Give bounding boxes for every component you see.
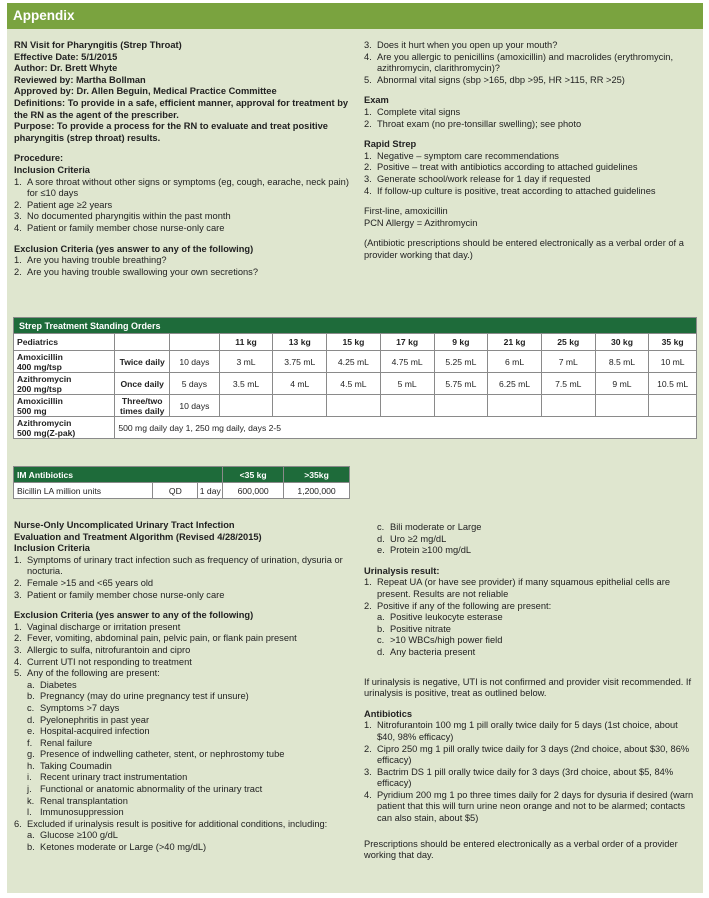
list-item: 3. Allergic to sulfa, nitrofurantoin and cipro [14, 644, 191, 655]
strep-inclusion-heading: Inclusion Criteria [14, 164, 90, 175]
list-item: 1. Symptoms of urinary tract infection such as frequency of urination, dysuria or nocturia. [14, 554, 343, 577]
list-item: b. Ketones moderate or Large (>40 mg/dL) [27, 842, 207, 853]
drug-cell: Azithromycin 500 mg(Z-pak) [14, 417, 115, 439]
strep-exclusion-list-b [364, 40, 698, 86]
uti-inclusion-list [14, 555, 359, 601]
weight-header: 17 kg [380, 334, 434, 351]
list-item: 6. Excluded if urinalysis result is positive for additional conditions, including: a. Glucose ≥100 g/dL b. Ketones moderate or Large (>40 mg/dL) [14, 819, 359, 854]
table-row: Amoxicillin 400 mg/tsp Twice daily 10 days 3 mL 3.75 mL 4.25 mL 4.75 mL 5.25 mL 6 mL 7 mL 8.5 mL 10 mL [14, 351, 697, 373]
antibiotic-note: (Antibiotic prescriptions should be entered electronically as a verbal order of a provider working that day.) [364, 238, 684, 260]
uti-exclusion-list [14, 622, 359, 854]
list-item: 4. Current UTI not responding to treatment [14, 656, 192, 667]
drug-cell: Azithromycin 200 mg/tsp [14, 373, 115, 395]
weight-header: 11 kg [219, 334, 273, 351]
table-row: Amoxicillin 500 mg Three/two times daily 10 days [14, 395, 697, 417]
strep-title: RN Visit for Pharyngitis (Strep Throat) Effective Date: 5/1/2015 Author: Dr. Brett Whyte Reviewed by: Martha Bollman Approved by: Dr. Allen Beguin, Medical Practice Committee Definitions: To provide in a safe, efficient manner, approval for treatment by the RN as the agent of the prescriber. Purpose: To provide a process for the RN to evaluate and treat positive pharyngitis (strep throat) results. [14, 40, 359, 144]
list-item: 2. Positive if any of the following are present: a. Positive leukocyte esterase b. Positive nitrate c. >10 WBCs/high power field d. Any bacteria present [364, 601, 698, 659]
list-item: 2. Are you having trouble swallowing your own secretions? [14, 266, 258, 277]
list-item: g. Presence of indwelling catheter, stent, or nephrostomy tube [27, 749, 285, 760]
list-item: b. Pregnancy (may do urine pregnancy test if unsure) [27, 691, 249, 702]
list-item: 2. Patient age ≥2 years [14, 199, 113, 210]
list-item: 2. Positive – treat with antibiotics according to attached guidelines [364, 162, 638, 173]
im-antibiotics-table: IM Antibiotics <35 kg >35kg Bicillin LA million units QD 1 day 600,000 1,200,000 [13, 466, 350, 499]
list-item: 3. No documented pharyngitis within the past month [14, 211, 231, 222]
list-item: 3. Does it hurt when you open up your mouth? [364, 40, 558, 50]
weight-header: 21 kg [488, 334, 542, 351]
list-item: 1. Negative – symptom care recommendations [364, 150, 559, 161]
list-item: e. Hospital-acquired infection [27, 726, 150, 737]
strep-definitions: Definitions: To provide in a safe, efficient manner, approval for treatment by the RN as the agent of the prescriber. [14, 97, 349, 120]
list-item: 1. Are you having trouble breathing? [14, 255, 167, 266]
weight-header: 35 kg [649, 334, 697, 351]
list-item: a. Positive leukocyte esterase [377, 612, 503, 623]
antibiotics-list [364, 720, 698, 824]
first-line-text: First-line, amoxicillin [364, 206, 448, 217]
uti-urinalysis-exclusion-sublist-b [364, 522, 698, 557]
list-item: f. Renal failure [27, 737, 93, 748]
list-item: h. Taking Coumadin [27, 760, 112, 771]
list-item: 1. Vaginal discharge or irritation present [14, 621, 181, 632]
standing-orders-table [13, 317, 697, 439]
list-item: k. Renal transplantation [27, 795, 128, 806]
strep-exclusion-list-a [14, 255, 359, 278]
list-item: 1. Repeat UA (or have see provider) if many squamous epithelial cells are present. Results are not reliable [364, 577, 670, 599]
table-row: Azithromycin 200 mg/tsp Once daily 5 days 3.5 mL 4 mL 4.5 mL 5 mL 5.75 mL 6.25 mL 7.5 mL 9 mL 10.5 mL [14, 373, 697, 395]
table-row: Bicillin LA million units QD 1 day 600,000 1,200,000 [14, 483, 350, 499]
list-item: 3. Bactrim DS 1 pill orally twice daily for 3 days (3rd choice, about $5, 84% efficacy) [364, 766, 674, 789]
uti-exclusion-heading: Exclusion Criteria (yes answer to any of the following) [14, 610, 254, 621]
antibiotics-heading: Antibiotics [364, 708, 413, 719]
list-item: 1. Nitrofurantoin 100 mg 1 pill orally twice daily for 5 days (1st choice, about $40, 98% efficacy) [364, 720, 678, 742]
rapid-strep-heading: Rapid Strep [364, 139, 417, 150]
strep-exclusion-heading: Exclusion Criteria (yes answer to any of the following) [14, 243, 254, 254]
list-item: d. Pyelonephritis in past year [27, 714, 150, 725]
uti-left-column [14, 520, 359, 854]
strep-purpose: Purpose: To provide a process for the RN to evaluate and treat positive pharyngitis (strep throat) results. [14, 121, 328, 143]
list-item: 3. Generate school/work release for 1 day if requested [364, 173, 591, 184]
list-item: 4. Are you allergic to penicillins (amoxicillin) and macrolides (erythromycin, azithromycin, clarithromycin)? [364, 51, 674, 74]
list-item: 4. If follow-up culture is positive, treat according to attached guidelines [364, 185, 656, 196]
list-item: 2. Cipro 250 mg 1 pill orally twice daily for 3 days (2nd choice, about $30, 86% efficacy) [364, 743, 690, 766]
list-item: 2. Throat exam (no pre-tonsillar swelling); see photo [364, 118, 582, 129]
drug-cell: Amoxicillin 400 mg/tsp [14, 351, 115, 373]
list-item: 3. Patient or family member chose nurse-only care [14, 589, 225, 600]
urinalysis-heading: Urinalysis result: [364, 565, 440, 576]
uti-right-column [364, 522, 698, 862]
list-item: d. Any bacteria present [377, 646, 476, 657]
list-item: j. Functional or anatomic abnormality of the urinary tract [27, 784, 263, 795]
uti-urinalysis-exclusion-sublist-a [27, 830, 359, 853]
procedure-heading: Procedure: [14, 153, 64, 164]
list-item: c. Symptoms >7 days [27, 702, 120, 713]
rapid-strep-list [364, 151, 698, 197]
strep-inclusion-list [14, 177, 359, 235]
weight-header: 9 kg [434, 334, 488, 351]
appendix-header: Appendix [7, 3, 703, 29]
list-item: i. Recent urinary tract instrumentation [27, 772, 188, 783]
uti-inclusion-heading: Inclusion Criteria [14, 543, 90, 554]
list-item: 4. Pyridium 200 mg 1 po three times daily for 2 days for dysuria if desired (warn patient that this will turn urine neon orange and not to be alarmed; contacts can also stain, about $5) [364, 789, 694, 824]
standing-orders-title: Strep Treatment Standing Orders [14, 318, 697, 334]
list-item: 2. Fever, vomiting, abdominal pain, pelvic pain, or flank pain present [14, 633, 297, 644]
strep-right-column [364, 40, 698, 262]
appendix-page [7, 3, 703, 893]
pediatrics-header: Pediatrics [14, 334, 115, 351]
list-item: 1. A sore throat without other signs or symptoms (eg, cough, earache, neck pain) for ≤10 days [14, 176, 349, 199]
exam-list [364, 107, 698, 130]
uti-title: Nurse-Only Uncomplicated Urinary Tract Infection Evaluation and Treatment Algorithm (Revised 4/28/2015) [14, 520, 262, 542]
list-item: 1. Complete vital signs [364, 106, 461, 117]
urinalysis-note: If urinalysis is negative, UTI is not confirmed and provider visit recommended. If urinalysis is positive, treat as outlined below. [364, 676, 692, 699]
weight-header: 30 kg [595, 334, 649, 351]
list-item: 2. Female >15 and <65 years old [14, 577, 154, 588]
list-item: b. Positive nitrate [377, 623, 451, 634]
urinalysis-list [364, 577, 698, 658]
list-item: a. Glucose ≥100 g/dL [27, 830, 118, 841]
pcn-allergy-text: PCN Allergy = Azithromycin [364, 217, 478, 228]
list-item: a. Diabetes [27, 679, 77, 690]
im-antibiotics-title: IM Antibiotics [14, 467, 223, 483]
table-row: Azithromycin 500 mg(Z-pak) 500 mg daily day 1, 250 mg daily, days 2-5 [14, 417, 697, 439]
uti-exclusion-sublist [27, 680, 359, 819]
weight-header: 15 kg [327, 334, 381, 351]
urinalysis-sublist [377, 612, 698, 658]
list-item: c. >10 WBCs/high power field [377, 635, 503, 646]
list-item: c. Bili moderate or Large [377, 522, 482, 532]
weight-header: 13 kg [273, 334, 327, 351]
list-item: 5. Abnormal vital signs (sbp >165, dbp >95, HR >115, RR >25) [364, 74, 625, 85]
drug-cell: Amoxicillin 500 mg [14, 395, 115, 417]
weight-header: 25 kg [541, 334, 595, 351]
strep-left-column [14, 40, 359, 278]
prescriptions-footer: Prescriptions should be entered electronically as a verbal order of a provider working that day. [364, 838, 678, 861]
list-item: 5. Any of the following are present: a. Diabetes b. Pregnancy (may do urine pregnancy test if unsure) c. Symptoms >7 days d. Pyelonephritis in past year e. Hospital-acquired infection f. Renal failure g. Presence of indwelling catheter, stent, or nephrostomy tube h. Taking Coumadin i. Recent urinary tract instrumentation j. Functional or anatomic abnormality of the urinary tract k. Renal transplantation l. Immunosuppression [14, 668, 359, 819]
list-item: d. Uro ≥2 mg/dL [377, 533, 447, 544]
list-item: 4. Patient or family member chose nurse-only care [14, 222, 225, 233]
list-item: l. Immunosuppression [27, 807, 124, 818]
list-item: e. Protein ≥100 mg/dL [377, 545, 472, 556]
exam-heading: Exam [364, 95, 389, 106]
